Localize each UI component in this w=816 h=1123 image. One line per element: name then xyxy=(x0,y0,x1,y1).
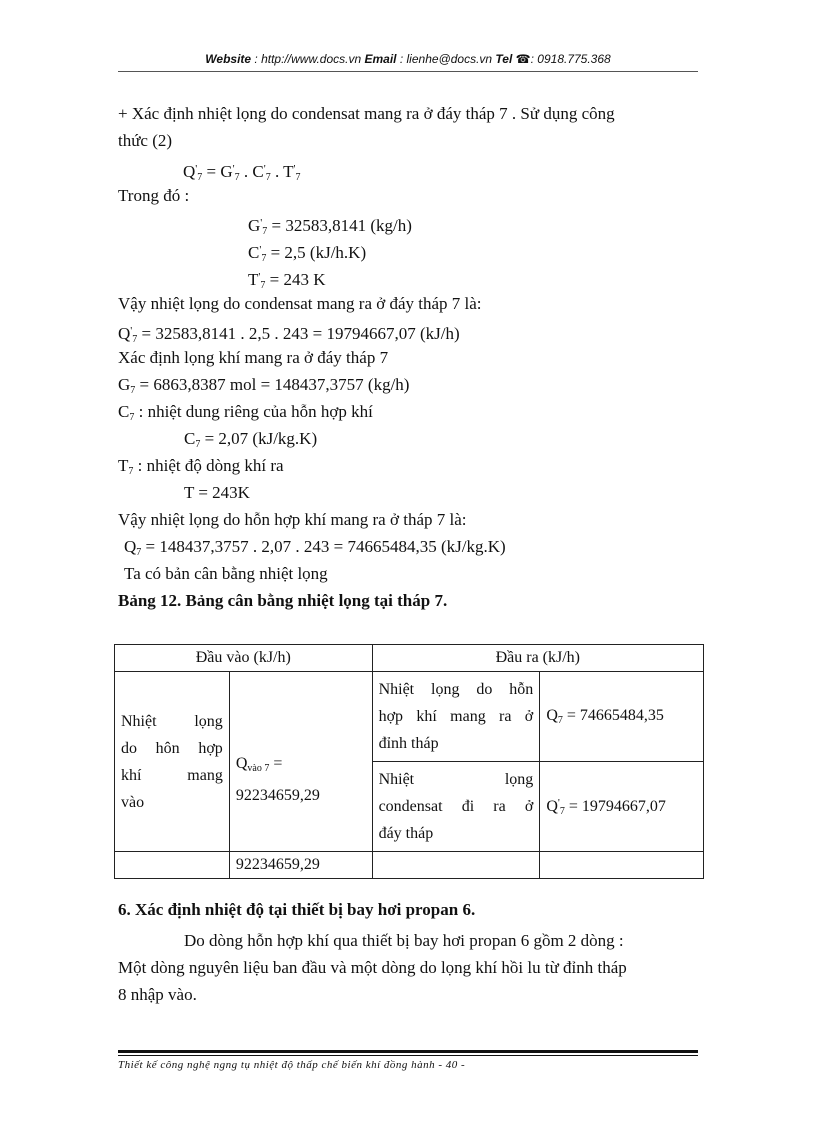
input-value-cell: $Q_{vào 7}$ = 92234659,29 xyxy=(229,672,372,852)
email-value: : lienhe@docs.vn xyxy=(399,52,493,66)
paragraph-line: Ta có bản cân bằng nhiệt lọng xyxy=(124,564,328,583)
tel-value: : 0918.775.368 xyxy=(530,52,611,66)
heat-balance-table xyxy=(114,644,704,879)
paragraph-line: Vậy nhiệt lọng do condensat mang ra ở đáy tháp 7 là: xyxy=(118,294,482,313)
paragraph-line: Xác định lọng khí mang ra ở đáy tháp 7 xyxy=(118,348,389,367)
output-row2-value: $Q'_7 = 19794667,07$ xyxy=(540,762,704,852)
formula-q7: $Q'_7 = G'_7$ . $C'_7$ . $T'_7$ xyxy=(183,162,301,183)
q7-mixture-calc: $Q_7 = 148437,3757$ . 2,07 . 243 = 74665484,35 (kJ/kg.K) xyxy=(124,537,506,558)
website-value: : http://www.docs.vn xyxy=(254,52,362,66)
page-footer: Thiết kế công nghệ ngng tụ nhiệt độ thấp chế biến khí đồng hành - 40 - xyxy=(118,1059,466,1071)
input-label-cell: Nhiệt lọng do hôn hợp khí mang vào xyxy=(115,672,230,852)
t7-definition: $T'_7 = 243$ K xyxy=(248,270,326,291)
paragraph-line: Vậy nhiệt lọng do hỗn hợp khí mang ra ở tháp 7 là: xyxy=(118,510,467,529)
website-label: Website xyxy=(205,52,252,66)
g7-calc: $G_7 = 6863,8387$ mol = 148437,3757 (kg/h) xyxy=(118,375,410,396)
paragraph-line: + Xác định nhiệt lọng do condensat mang ra ở đáy tháp 7 . Sử dụng công xyxy=(118,104,615,123)
output-row2-label: Nhiệt lọng condensat đi ra ở đáy tháp xyxy=(372,762,540,852)
total-output-value xyxy=(540,852,704,879)
t-value: T = 243K xyxy=(184,483,250,502)
c7-value: $C_7 = 2,07$ (kJ/kg.K) xyxy=(184,429,318,450)
total-input-value: 92234659,29 xyxy=(229,852,372,879)
output-row1-label: Nhiệt lọng do hỗn hợp khí mang ra ở đỉnh tháp xyxy=(372,672,540,762)
table-header-output: Đầu ra (kJ/h) xyxy=(372,645,703,672)
footer-rule-thick xyxy=(118,1050,698,1053)
email-label: Email xyxy=(364,52,397,66)
q7-condensat-calc: $Q'_7 = 32583,8141$ . 2,5 . 243 = 19794667,07 (kJ/h) xyxy=(118,324,460,345)
paragraph-line: 8 nhập vào. xyxy=(118,985,197,1004)
paragraph-line: Một dòng nguyên liệu ban đầu và một dòng do lọng khí hồi lu từ đỉnh tháp xyxy=(118,958,627,977)
paragraph-line: thức (2) xyxy=(118,131,173,150)
table-caption: Bảng 12. Bảng cân bằng nhiệt lọng tại tháp 7. xyxy=(118,591,448,610)
table-header-input: Đầu vào (kJ/h) xyxy=(115,645,373,672)
total-label-cell xyxy=(115,852,230,879)
g7-definition: $G'_7 = 32583,8141$ (kg/h) xyxy=(248,216,412,237)
output-row1-value: $Q_7 = 74665484,35$ xyxy=(540,672,704,762)
page-header xyxy=(118,52,698,66)
c7-definition: $C'_7 = 2,5$ (kJ/h.K) xyxy=(248,243,367,264)
t7-description: $T_7$ : nhiệt độ dòng khí ra xyxy=(118,456,284,477)
paragraph-line: Do dòng hỗn hợp khí qua thiết bị bay hơi propan 6 gồm 2 dòng : xyxy=(184,931,624,950)
footer-rule-thin xyxy=(118,1055,698,1056)
tel-label: Tel xyxy=(495,52,513,66)
section-6-title: 6. Xác định nhiệt độ tại thiết bị bay hơi propan 6. xyxy=(118,900,476,919)
total-output-label xyxy=(372,852,540,879)
paragraph-line: Trong đó : xyxy=(118,186,190,205)
header-rule xyxy=(118,71,698,72)
c7-description: $C_7$ : nhiệt dung riêng của hỗn hợp khí xyxy=(118,402,373,423)
phone-icon: ☎ xyxy=(515,52,531,66)
